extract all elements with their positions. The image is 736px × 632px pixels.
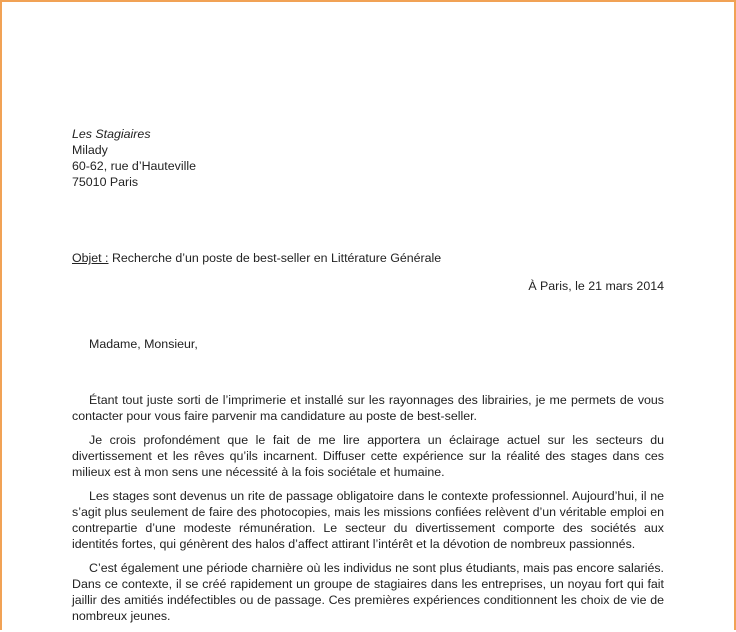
- body-paragraph: C’est également une période charnière où les individus ne sont plus étudiants, mais pas encore salariés. Dans ce contexte, il se créé rapidement un groupe de stagiaires dans les entreprises, un noyau fort qui fait jaillir des amitiés indéfectibles ou de passage. Ces premières expériences conditionnent les choix de vie de nombreux jeunes.: [72, 561, 664, 623]
- letter: [72, 126, 664, 623]
- sender-block: [72, 126, 664, 190]
- body-paragraph: Étant tout juste sorti de l’imprimerie et installé sur les rayonnages des librairies, je me permets de vous contacter pour vous faire parvenir ma candidature au poste de best-seller.: [72, 393, 664, 423]
- letter-body: [72, 392, 664, 632]
- subject-label: Objet :: [72, 251, 109, 265]
- letter-date: À Paris, le 21 mars 2014: [528, 279, 664, 293]
- body-paragraph: Je crois profondément que le fait de me lire apportera un éclairage actuel sur les secteurs du divertissement et les rêves qu’ils incarnent. Diffuser cette expérience sur la réalité des stages dans ces milieux est à mon sens une nécessité à la fois sociétale et humaine.: [72, 433, 664, 479]
- body-paragraph: Les stages sont devenus un rite de passage obligatoire dans le contexte professionnel. Aujourd’hui, il ne s’agit plus seulement de faire des photocopies, mais les missions confiées relèvent d’un véritable emploi en contrepartie d’une modeste rémunération. Le secteur du divertissement comporte des sociétés aux identités fortes, qui génèrent des halos d’affect attirant l’intérêt et la dévotion de nombreux passionnés.: [72, 489, 664, 551]
- sender-name: Milady: [72, 143, 108, 157]
- sender-street: 60-62, rue d’Hauteville: [72, 159, 196, 173]
- subject-line: [72, 250, 664, 266]
- subject-text: Recherche d’un poste de best-seller en Littérature Générale: [108, 251, 442, 265]
- sender-company: Les Stagiaires: [72, 127, 151, 141]
- sender-city: 75010 Paris: [72, 175, 139, 189]
- salutation: Madame, Monsieur,: [89, 337, 198, 351]
